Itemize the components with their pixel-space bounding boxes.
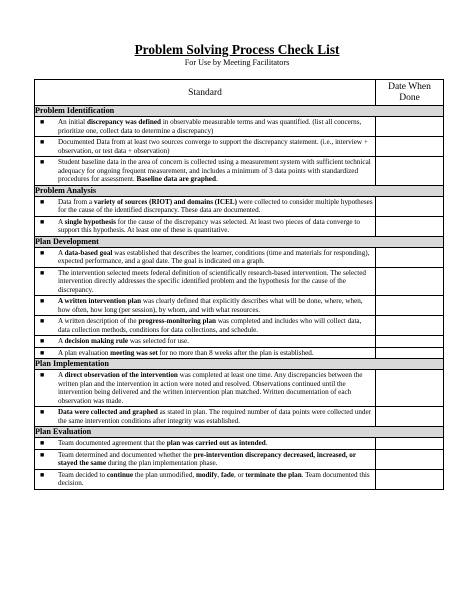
date-done-cell[interactable] [376,370,444,407]
square-bullet-icon: ■ [40,371,45,379]
square-bullet-icon: ■ [40,317,45,325]
checklist-table [34,79,444,490]
emphasis-text: Data were collected and graphed [58,408,158,416]
square-bullet-icon: ■ [40,450,45,459]
emphasis-text: Baseline data are graphed [136,175,216,183]
emphasis-text: data-based goal [64,248,113,257]
standard-text [35,216,376,236]
standard-text [35,449,376,469]
emphasis-text: modify [195,470,218,479]
standard-text [35,438,376,450]
body-text: A [58,371,65,379]
checklist-item-row [35,137,444,157]
checklist-item-row [35,347,444,359]
standard-text [35,296,376,316]
square-bullet-icon: ■ [40,217,45,226]
emphasis-text: variety of sources (RIOT) and domains (ICEL) [93,197,237,206]
standard-text [35,196,376,216]
emphasis-text: continue [106,470,134,479]
standard-text [35,247,376,267]
body-text: was clearly defined that explicitly describes what will be done, where, when, how often, how long (per session), by whom, and with what resources. [58,297,363,314]
section-title: Plan Implementation [35,359,444,370]
body-text: , [217,470,221,479]
standard-text [35,370,376,407]
date-done-header-line2: Done [399,92,420,103]
checklist-item-row [35,247,444,267]
date-done-cell[interactable] [376,438,444,450]
emphasis-text: meeting was set [110,348,158,357]
body-text: . [215,175,218,183]
section-header-row [35,106,444,117]
emphasis-text: pre-intervention discrepancy decreased, increased, or stayed the same [58,450,356,467]
standard-text [35,316,376,336]
standard-text [35,407,376,427]
standard-text [35,469,376,489]
date-done-cell[interactable] [376,196,444,216]
square-bullet-icon: ■ [40,337,45,345]
square-bullet-icon: ■ [40,348,45,357]
section-header-row [35,236,444,247]
body-text: The intervention selected meets federal definition of scientifically research-based intervention. The selected intervention directly addresses the specific identified problem and the hypothesis for the cause of the discrepancy. [58,268,366,294]
body-text: for the cause of the discrepancy was selected. At least two pieces of data converge to support this hypothesis. At least one of these is quantitative. [58,217,360,234]
date-done-cell[interactable] [376,407,444,427]
body-text: for no more than 8 weeks after the plan is established. [157,348,314,357]
checklist-item-row [35,449,444,469]
checklist-item-row [35,216,444,236]
checklist-item-row [35,267,444,296]
date-done-cell[interactable] [376,247,444,267]
emphasis-text: decision making rule [64,337,129,345]
square-bullet-icon: ■ [40,408,45,416]
standard-text [35,267,376,296]
square-bullet-icon: ■ [40,197,45,206]
emphasis-text: fade [220,470,235,479]
checklist-item-row [35,196,444,216]
section-title: Problem Identification [35,106,444,117]
body-text: were collected to consider multiple hypotheses for the cause of the identified discrepancy. These data are documented. [58,197,373,214]
emphasis-text: terminate the plan [245,470,302,479]
body-text: Team decided to [58,470,107,479]
date-done-cell[interactable] [376,117,444,137]
emphasis-text: single hypothesis [64,217,116,226]
date-done-cell[interactable] [376,137,444,157]
standard-text [35,347,376,359]
square-bullet-icon: ■ [40,138,45,146]
body-text: was established that describes the learner, conditions (time and materials for responding), expected performance, and a goal date. The goal is indicated on a graph. [58,248,370,265]
body-text: A written description of the [58,317,139,325]
body-text: Team documented agreement that the [58,439,167,447]
checklist-item-row [35,407,444,427]
emphasis-text: plan was carried out as intended [166,439,266,447]
square-bullet-icon: ■ [40,268,45,277]
date-done-cell[interactable] [376,347,444,359]
checklist-item-row [35,438,444,450]
checklist-item-row [35,117,444,137]
emphasis-text: A written intervention plan [58,297,142,305]
checklist-item-row [35,336,444,348]
document-title: Problem Solving Process Check List [134,42,340,57]
section-header-row [35,359,444,370]
date-done-cell[interactable] [376,336,444,348]
standard-text [35,117,376,137]
body-text: . Team documented this decision. [58,470,370,487]
standard-header: Standard [35,80,376,106]
date-done-cell[interactable] [376,157,444,186]
header-row [35,80,444,106]
body-text: Documented Data from at least two sources converge to support the discrepancy statement. (i.e., interview + observation, or test data + observation) [58,138,368,155]
body-text: as stated in plan. The required number of data points were collected under the same intervention conditions after integrity was established. [58,408,372,425]
section-header-row [35,427,444,438]
body-text: the plan unmodified, [133,470,196,479]
body-text: , or [234,470,246,479]
checklist-item-row [35,370,444,407]
body-text: during the plan implementation phase. [106,459,218,467]
document-subtitle: For Use by Meeting Facilitators [184,58,290,67]
body-text: Student baseline data in the area of concern is collected using a measurement system with sufficient technical adequacy for ongoing frequent measurement, and includes a minimum of 3 data points with standardized procedures for assessment. [58,158,371,183]
date-done-cell[interactable] [376,449,444,469]
body-text: was completed at least one time. Any discrepancies between the written plan and the intervention in action were noted and resolved. Observations continued until the intervention being delivered and the written intervention plan matched. Written documentation of each observation was made. [58,371,363,405]
square-bullet-icon: ■ [40,439,45,447]
section-title: Plan Development [35,236,444,247]
date-done-header [376,80,444,106]
body-text: was completed and includes who will collect data, data collection methods, conditions for data collections, and schedule. [58,317,362,334]
standard-text [35,157,376,186]
body-text: A [58,217,65,226]
date-done-header-line1: Date When [388,81,431,92]
standard-text [35,137,376,157]
square-bullet-icon: ■ [40,158,45,166]
section-title: Plan Evaluation [35,427,444,438]
checklist-item-row [35,296,444,316]
square-bullet-icon: ■ [40,470,45,479]
section-title: Problem Analysis [35,185,444,196]
date-done-cell[interactable] [376,267,444,296]
body-text: was selected for use. [128,337,189,345]
body-text: A [58,248,65,257]
checklist-item-row [35,469,444,489]
emphasis-text: progress-monitoring plan [138,317,217,325]
section-header-row [35,185,444,196]
body-text: . [265,439,268,447]
date-done-cell[interactable] [376,296,444,316]
checklist-item-row [35,316,444,336]
date-done-cell[interactable] [376,316,444,336]
body-text: An initial [58,118,87,126]
standard-text [35,336,376,348]
square-bullet-icon: ■ [40,248,45,257]
date-done-cell[interactable] [376,216,444,236]
body-text: Data from a [58,197,94,206]
body-text: Team determined and documented whether the [58,450,194,459]
square-bullet-icon: ■ [40,118,45,126]
checklist-item-row [35,157,444,186]
emphasis-text: direct observation of the intervention [64,371,178,379]
date-done-cell[interactable] [376,469,444,489]
square-bullet-icon: ■ [40,297,45,305]
body-text: in observable measurable terms and was quantified. (list all concerns, prioritize one, collect data to determine a discrepancy) [58,118,362,135]
emphasis-text: discrepancy was defined [86,118,162,126]
body-text: A plan evaluation [58,348,111,357]
body-text: A [58,337,65,345]
